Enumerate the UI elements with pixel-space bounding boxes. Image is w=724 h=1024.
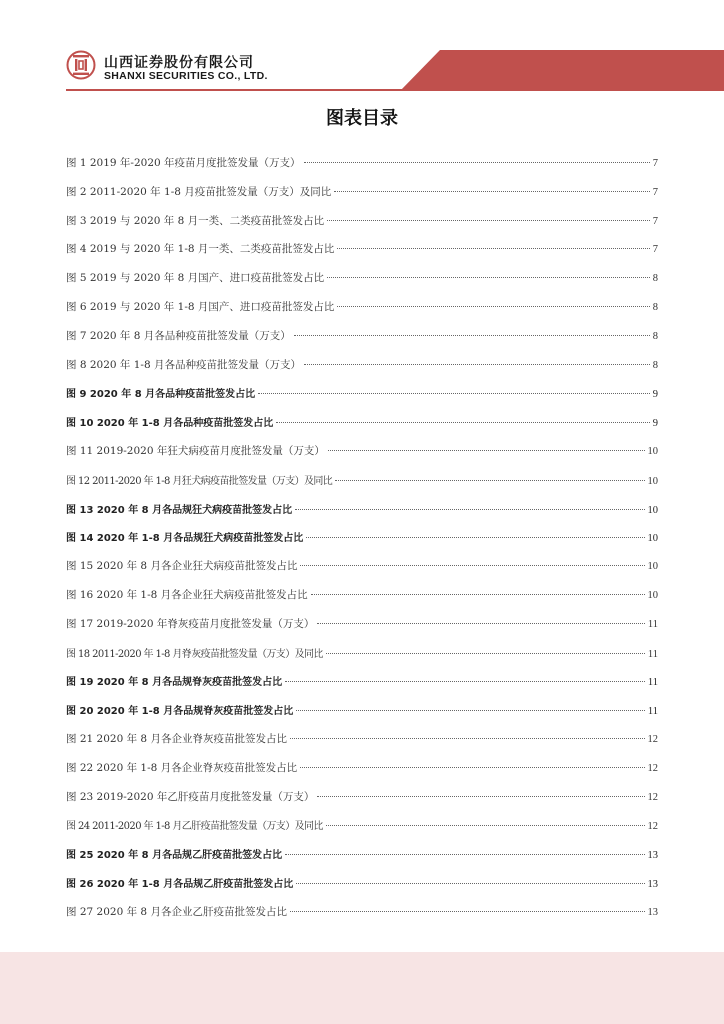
toc-entry-label: 图 13 2020 年 8 月各品规狂犬病疫苗批签发占比: [66, 504, 293, 516]
toc-leader-dots: [296, 710, 645, 711]
header-band: [0, 0, 724, 100]
toc-entry[interactable]: [66, 616, 658, 645]
page-header: [0, 0, 724, 100]
toc-entry[interactable]: [66, 558, 658, 587]
toc-entry-page: 8: [652, 330, 658, 342]
toc-entry-page: 12: [647, 733, 658, 745]
page-title: 图表目录: [326, 108, 398, 129]
toc-entry-label: 图 16 2020 年 1-8 月各企业狂犬病疫苗批签发占比: [66, 588, 308, 601]
toc-leader-dots: [304, 162, 650, 163]
toc-entry-page: 13: [647, 878, 658, 890]
toc-entry-page: 13: [647, 850, 658, 862]
toc-entry-page: 11: [647, 677, 658, 689]
toc-entry-label: 图 1 2019 年-2020 年疫苗月度批签发量（万支）: [66, 157, 301, 169]
toc-entry-label: 图 10 2020 年 1-8 月各品种疫苗批签发占比: [66, 418, 274, 430]
toc-entry-page: 8: [652, 301, 658, 313]
toc-leader-dots: [328, 450, 645, 451]
toc-entry-page: 7: [652, 186, 658, 198]
toc-entry[interactable]: [66, 155, 658, 184]
toc-entry[interactable]: [66, 673, 658, 702]
toc-leader-dots: [296, 883, 644, 884]
toc-leader-dots: [300, 565, 644, 566]
toc-entry-label: 图 25 2020 年 8 月各品规乙肝疫苗批签发占比: [66, 850, 283, 862]
toc-entry-label: 图 3 2019 与 2020 年 8 月一类、二类疫苗批签发占比: [66, 214, 325, 227]
toc-entry[interactable]: [66, 241, 658, 270]
toc-entry[interactable]: [66, 645, 658, 674]
toc-entry-label: 图 22 2020 年 1-8 月各企业脊灰疫苗批签发占比: [66, 761, 298, 774]
toc-entry[interactable]: [66, 501, 658, 530]
toc-entry-page: 12: [647, 821, 658, 833]
toc-leader-dots: [285, 854, 644, 855]
toc-leader-dots: [326, 653, 645, 654]
toc-leader-dots: [295, 509, 644, 510]
toc-entry[interactable]: [66, 328, 658, 357]
toc-entry[interactable]: [66, 760, 658, 789]
toc-entry-page: 7: [652, 244, 658, 256]
toc-entry-label: 图 24 2011-2020 年 1-8 月乙肝疫苗批签发量（万支）及同比: [66, 821, 323, 833]
toc-entry[interactable]: [66, 443, 658, 472]
toc-entry-page: 9: [652, 389, 658, 401]
toc-entry-page: 9: [652, 418, 658, 430]
toc-entry[interactable]: [66, 385, 658, 414]
toc-entry[interactable]: [66, 904, 658, 933]
toc-entry-label: 图 21 2020 年 8 月各企业脊灰疫苗批签发占比: [66, 732, 287, 745]
toc-entry[interactable]: [66, 472, 658, 501]
toc-entry[interactable]: [66, 789, 658, 818]
toc-entry-page: 11: [647, 648, 658, 660]
toc-entry-label: 图 26 2020 年 1-8 月各品规乙肝疫苗批签发占比: [66, 878, 294, 890]
toc-entry[interactable]: [66, 846, 658, 875]
toc-leader-dots: [335, 480, 644, 481]
toc-entry-page: 10: [647, 533, 658, 545]
toc-leader-dots: [300, 767, 644, 768]
toc-leader-dots: [306, 537, 644, 538]
toc-entry-page: 7: [652, 215, 658, 227]
toc-entry-label: 图 5 2019 与 2020 年 8 月国产、进口疫苗批签发占比: [66, 272, 325, 285]
toc-leader-dots: [258, 393, 650, 394]
toc-leader-dots: [334, 191, 649, 192]
toc-entry-label: 图 6 2019 与 2020 年 1-8 月国产、进口疫苗批签发占比: [66, 300, 335, 313]
toc-entry-page: 10: [647, 561, 658, 573]
toc-leader-dots: [276, 422, 650, 423]
toc-leader-dots: [337, 248, 649, 249]
toc-entry-label: 图 8 2020 年 1-8 月各品种疫苗批签发量（万支）: [66, 358, 301, 371]
toc-entry[interactable]: [66, 731, 658, 760]
toc-entry[interactable]: [66, 357, 658, 386]
toc-entry-label: 图 12 2011-2020 年 1-8 月狂犬病疫苗批签发量（万支）及同比: [66, 475, 333, 487]
toc-entry-page: 10: [647, 504, 658, 516]
toc-entry-page: 13: [647, 906, 658, 918]
toc-entry-label: 图 18 2011-2020 年 1-8 月脊灰疫苗批签发量（万支）及同比: [66, 648, 323, 660]
toc-leader-dots: [337, 306, 649, 307]
toc-leader-dots: [311, 594, 645, 595]
company-name-en: SHANXI SECURITIES CO., LTD.: [104, 70, 268, 82]
toc-entry[interactable]: [66, 875, 658, 904]
toc-entry[interactable]: [66, 299, 658, 328]
toc-entry[interactable]: [66, 270, 658, 299]
toc-entry[interactable]: [66, 587, 658, 616]
toc-entry-label: 图 4 2019 与 2020 年 1-8 月一类、二类疫苗批签发占比: [66, 243, 335, 256]
toc-entry-label: 图 7 2020 年 8 月各品种疫苗批签发量（万支）: [66, 329, 291, 342]
toc-entry-page: 10: [647, 445, 658, 457]
toc-leader-dots: [285, 681, 645, 682]
table-of-figures: [66, 155, 658, 933]
toc-leader-dots: [294, 335, 650, 336]
page-footer-band: [0, 952, 724, 1024]
company-name-cn: 山西证券股份有限公司: [104, 55, 254, 71]
toc-leader-dots: [317, 796, 644, 797]
toc-entry-label: 图 14 2020 年 1-8 月各品规狂犬病疫苗批签发占比: [66, 533, 304, 545]
toc-leader-dots: [327, 277, 650, 278]
toc-entry-page: 11: [647, 618, 658, 630]
toc-entry-label: 图 2 2011-2020 年 1-8 月疫苗批签发量（万支）及同比: [66, 185, 332, 198]
toc-entry-page: 8: [652, 273, 658, 285]
toc-entry[interactable]: [66, 213, 658, 242]
toc-entry-page: 11: [647, 706, 658, 718]
toc-entry-page: 8: [652, 359, 658, 371]
toc-entry-label: 图 11 2019-2020 年狂犬病疫苗月度批签发量（万支）: [66, 444, 325, 457]
toc-entry[interactable]: [66, 184, 658, 213]
toc-entry[interactable]: [66, 414, 658, 443]
toc-leader-dots: [290, 911, 645, 912]
toc-entry-page: 10: [647, 589, 658, 601]
toc-entry-label: 图 20 2020 年 1-8 月各品规脊灰疫苗批签发占比: [66, 706, 294, 718]
toc-entry-page: 12: [647, 762, 658, 774]
toc-entry[interactable]: [66, 817, 658, 846]
company-logo-icon: [66, 50, 96, 80]
toc-entry[interactable]: [66, 529, 658, 558]
toc-entry-page: 10: [647, 475, 658, 487]
toc-entry-label: 图 19 2020 年 8 月各品规脊灰疫苗批签发占比: [66, 677, 283, 689]
toc-leader-dots: [326, 825, 645, 826]
toc-leader-dots: [304, 364, 650, 365]
toc-entry-label: 图 27 2020 年 8 月各企业乙肝疫苗批签发占比: [66, 905, 287, 918]
toc-entry-label: 图 9 2020 年 8 月各品种疫苗批签发占比: [66, 389, 256, 401]
toc-entry-label: 图 23 2019-2020 年乙肝疫苗月度批签发量（万支）: [66, 790, 315, 803]
toc-entry[interactable]: [66, 702, 658, 731]
toc-leader-dots: [327, 220, 650, 221]
toc-entry-label: 图 17 2019-2020 年脊灰疫苗月度批签发量（万支）: [66, 617, 315, 630]
toc-leader-dots: [290, 738, 645, 739]
toc-entry-label: 图 15 2020 年 8 月各企业狂犬病疫苗批签发占比: [66, 560, 298, 573]
toc-entry-page: 7: [652, 158, 658, 169]
toc-leader-dots: [317, 623, 645, 624]
toc-entry-page: 12: [647, 791, 658, 803]
